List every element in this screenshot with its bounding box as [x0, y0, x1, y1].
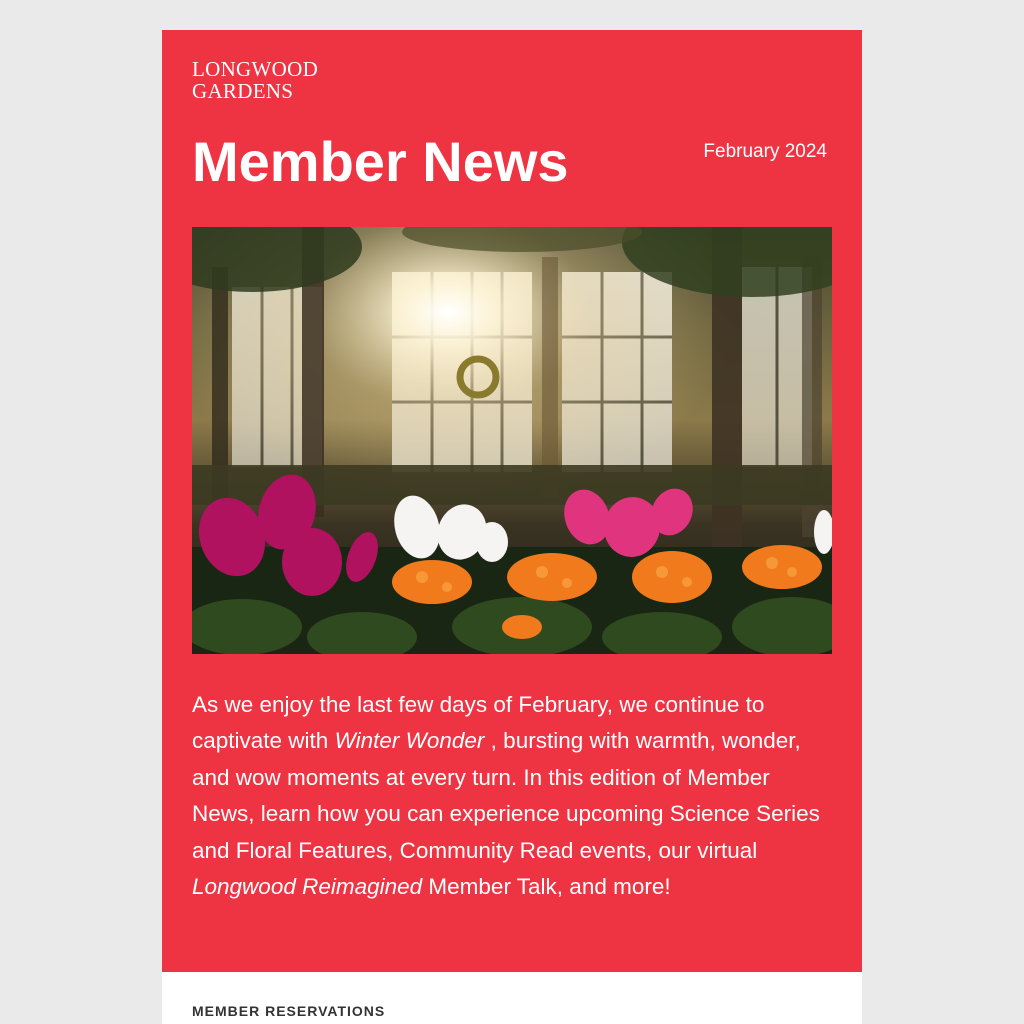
longwood-gardens-logo[interactable]	[192, 58, 318, 102]
conservatory-flowers-photo[interactable]	[192, 227, 832, 654]
winter-wonder-link[interactable]: Winter Wonder	[334, 728, 485, 754]
intro-text-3: Member Talk, and more!	[422, 874, 671, 900]
longwood-reimagined-link[interactable]: Longwood Reimagined	[192, 874, 423, 900]
page-title: Member News	[192, 130, 569, 193]
newsletter-card	[162, 30, 862, 1024]
member-reservations-heading: MEMBER RESERVATIONS	[192, 1003, 386, 1019]
intro-paragraph	[192, 687, 837, 905]
intro-text-2: , bursting with warmth, wonder, and wow moments at every turn. In this edition of Member News, learn how you can experience upcoming Science Series and Floral Features, Community Read events, our virtual	[192, 728, 820, 863]
intro-text-1: As we enjoy the last few days of February, we continue to captivate with	[192, 692, 765, 754]
logo-line-2: GARDENS	[192, 79, 294, 103]
issue-date: February 2024	[703, 141, 827, 162]
logo-line-1: LONGWOOD	[192, 57, 319, 81]
hero-section	[162, 30, 862, 972]
